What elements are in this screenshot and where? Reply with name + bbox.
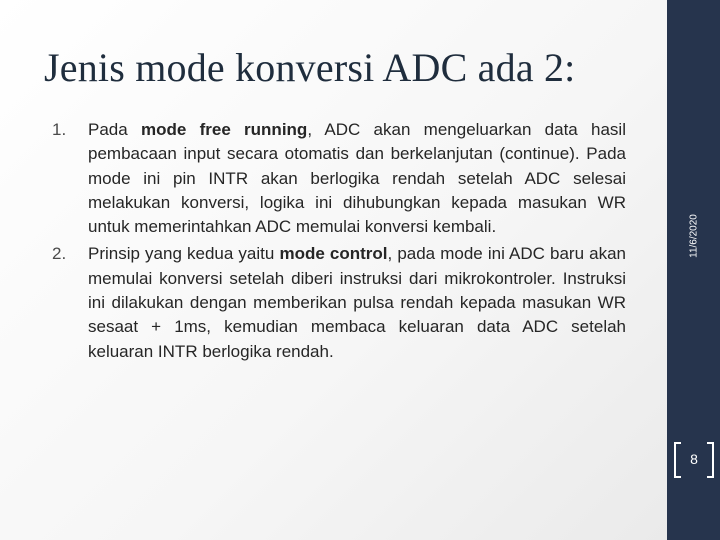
- list-marker: 1.: [52, 120, 67, 139]
- page-number-badge: [664, 436, 720, 486]
- list-marker: 2.: [52, 244, 67, 264]
- item-text-rest: , pada mode ini ADC baru akan memulai konversi setelah diberi instruksi dari mikrokontroler. Instruksi ini dilakukan dengan memberikan pulsa rendah kepada masukan WR sesaat + 1ms, kemudian membaca keluaran data ADC setelah keluaran INTR berlogika rendah.: [88, 244, 626, 361]
- page-number: 8: [690, 451, 698, 467]
- list-item: [52, 242, 626, 363]
- slide-title: Jenis mode konversi ADC ada 2:: [44, 45, 576, 90]
- date-label: [680, 214, 708, 258]
- list-item: [52, 118, 626, 239]
- item-text-start: Pada: [88, 120, 141, 139]
- item-text-rest: , ADC akan mengeluarkan data hasil pembacaan input secara otomatis dan berkelanjutan (continue). Pada mode ini pin INTR akan berlogika rendah setelah ADC selesai melakukan konversi, logika ini dihubungkan kepada masukan WR untuk memerintahkan ADC memulai konversi kembali.: [88, 120, 626, 237]
- item-bold-term: mode free running: [140, 120, 308, 139]
- item-text-start: Prinsip yang kedua yaitu: [88, 244, 280, 264]
- date-text: 11/6/2020: [688, 214, 700, 258]
- content-list: [52, 118, 626, 367]
- item-bold-term: mode control: [279, 244, 388, 264]
